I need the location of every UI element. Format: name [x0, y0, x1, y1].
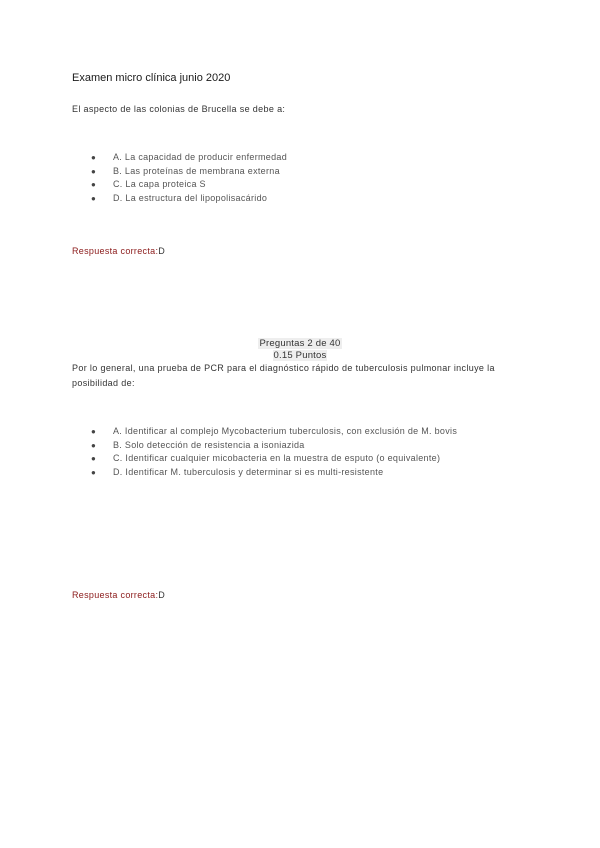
option-label: D. Identificar M. tuberculosis y determinar si es multi-resistente [113, 466, 384, 477]
question-1-option-b [73, 165, 287, 179]
bullet-dot-icon: ● [91, 166, 97, 176]
bullet-dot-icon: ● [91, 180, 97, 190]
question-1-answer [72, 246, 165, 256]
bullet-dot-icon: ● [91, 193, 97, 203]
bullet-dot-icon: ● [91, 427, 97, 436]
question-2-options [73, 425, 457, 479]
question-count: Preguntas 2 de 40 [259, 338, 341, 349]
question-2-option-c [73, 452, 457, 466]
document-title: Examen micro clínica junio 2020 [72, 72, 231, 84]
question-2-text: Por lo general, una prueba de PCR para el diagnóstico rápido de tuberculosis pulmonar incluye la posibilidad de: [72, 363, 495, 388]
answer-label: Respuesta correcta: [72, 246, 159, 256]
question-points: 0.15 Puntos [273, 349, 327, 361]
option-label: C. La capa proteica S [113, 179, 206, 190]
option-label: B. Las proteínas de membrana externa [113, 165, 280, 176]
question-2-header [0, 338, 600, 361]
question-2-option-d [73, 466, 457, 480]
answer-value: D [158, 246, 166, 256]
bullet-dot-icon: ● [91, 153, 97, 162]
question-1-option-c [73, 178, 287, 192]
option-label: B. Solo detección de resistencia a isoniazida [113, 439, 305, 450]
bullet-dot-icon: ● [91, 440, 97, 450]
option-label: A. La capacidad de producir enfermedad [113, 152, 288, 162]
question-1-option-d [73, 192, 287, 206]
question-1-text: El aspecto de las colonias de Brucella se debe a: [72, 104, 286, 114]
option-label: A. Identificar al complejo Mycobacterium tuberculosis, con exclusión de M. bovis [113, 426, 458, 436]
question-1-options [73, 151, 287, 205]
answer-label: Respuesta correcta: [72, 590, 159, 600]
question-2-answer [72, 590, 165, 600]
answer-value: D [158, 590, 166, 600]
bullet-dot-icon: ● [91, 454, 97, 464]
question-2-option-a [73, 425, 457, 439]
question-1-option-a [73, 151, 287, 165]
option-label: C. Identificar cualquier micobacteria en la muestra de esputo (o equivalente) [113, 453, 441, 464]
question-2-option-b [73, 439, 457, 453]
option-label: D. La estructura del lipopolisacárido [113, 192, 268, 203]
bullet-dot-icon: ● [91, 467, 97, 477]
